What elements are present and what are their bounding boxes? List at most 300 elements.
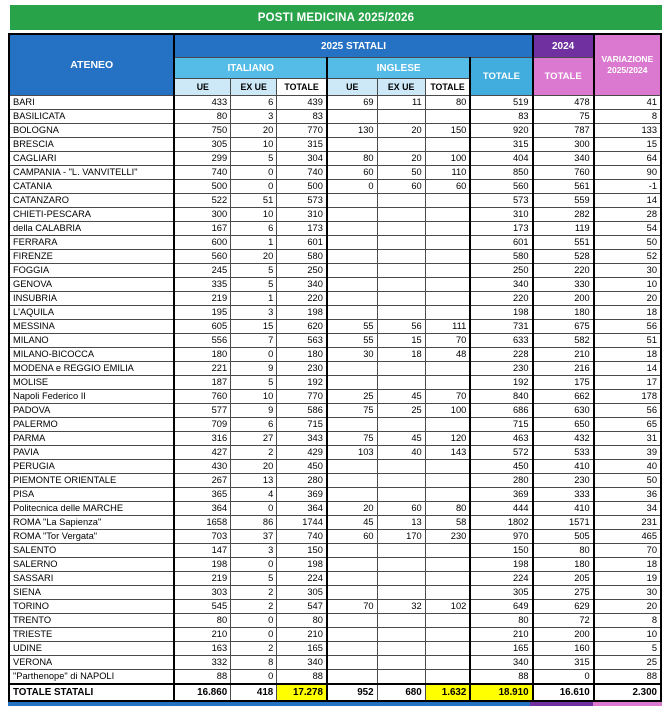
value-cell <box>327 488 377 502</box>
value-cell <box>327 628 377 642</box>
value-cell <box>327 614 377 628</box>
value-cell: 27 <box>231 432 277 446</box>
table-row <box>9 516 661 530</box>
value-cell: 601 <box>470 236 532 250</box>
ateneo-cell: PIEMONTE ORIENTALE <box>9 474 174 488</box>
value-cell: 3 <box>231 544 277 558</box>
value-cell: 1571 <box>533 516 594 530</box>
value-cell <box>327 544 377 558</box>
value-cell <box>377 376 425 390</box>
value-cell: 56 <box>594 404 661 418</box>
ateneo-cell: MILANO <box>9 334 174 348</box>
value-cell: 163 <box>174 642 230 656</box>
value-cell <box>425 628 470 642</box>
value-cell: 343 <box>277 432 327 446</box>
value-cell: 0 <box>231 614 277 628</box>
ateneo-cell: SIENA <box>9 586 174 600</box>
value-cell: 133 <box>594 124 661 138</box>
table-row <box>9 418 661 432</box>
value-cell: 52 <box>594 250 661 264</box>
value-cell: 662 <box>533 390 594 404</box>
value-cell: 40 <box>377 446 425 460</box>
value-cell: 195 <box>174 306 230 320</box>
value-cell <box>377 278 425 292</box>
value-cell <box>377 194 425 208</box>
ateneo-cell: CAMPANIA - "L. VANVITELLI" <box>9 166 174 180</box>
table-row <box>9 362 661 376</box>
value-cell: 102 <box>425 600 470 614</box>
value-cell: 216 <box>533 362 594 376</box>
value-cell: 709 <box>174 418 230 432</box>
ateneo-cell: CATANZARO <box>9 194 174 208</box>
value-cell: 143 <box>425 446 470 460</box>
posti-medicina-table <box>8 33 662 702</box>
value-cell: 9 <box>231 362 277 376</box>
ateneo-cell: BRESCIA <box>9 138 174 152</box>
value-cell: 80 <box>327 152 377 166</box>
value-cell: 427 <box>174 446 230 460</box>
value-cell: 250 <box>470 264 532 278</box>
value-cell: 505 <box>533 530 594 544</box>
value-cell: 111 <box>425 320 470 334</box>
value-cell <box>377 614 425 628</box>
value-cell: 731 <box>470 320 532 334</box>
value-cell: 54 <box>594 222 661 236</box>
value-cell: 369 <box>470 488 532 502</box>
value-cell: 335 <box>174 278 230 292</box>
value-cell: 50 <box>594 474 661 488</box>
table-row <box>9 152 661 166</box>
ateneo-cell: Napoli Federico II <box>9 390 174 404</box>
table-row <box>9 446 661 460</box>
ateneo-cell: ROMA "La Sapienza" <box>9 516 174 530</box>
value-cell: 310 <box>277 208 327 222</box>
value-cell: 120 <box>425 432 470 446</box>
value-cell: 231 <box>594 516 661 530</box>
value-cell: 230 <box>470 362 532 376</box>
ateneo-cell: PARMA <box>9 432 174 446</box>
table-header <box>9 34 661 96</box>
value-cell: 6 <box>231 96 277 110</box>
bottom-border-strip <box>8 702 662 706</box>
ateneo-cell: TORINO <box>9 600 174 614</box>
value-cell: 80 <box>425 96 470 110</box>
italiano-ue-header: UE <box>174 79 230 96</box>
value-cell: 224 <box>470 572 532 586</box>
value-cell: 205 <box>533 572 594 586</box>
total-value-cell: 680 <box>377 684 425 701</box>
total-value-cell: 418 <box>231 684 277 701</box>
value-cell <box>425 250 470 264</box>
value-cell: 230 <box>533 474 594 488</box>
value-cell <box>377 628 425 642</box>
value-cell: 165 <box>277 642 327 656</box>
value-cell: 88 <box>594 670 661 685</box>
value-cell: 86 <box>231 516 277 530</box>
value-cell <box>327 110 377 124</box>
value-cell: 703 <box>174 530 230 544</box>
value-cell: 58 <box>425 516 470 530</box>
value-cell: 1658 <box>174 516 230 530</box>
value-cell: 300 <box>174 208 230 222</box>
ateneo-cell: L'AQUILA <box>9 306 174 320</box>
value-cell: 561 <box>533 180 594 194</box>
value-cell: 25 <box>327 390 377 404</box>
ateneo-cell: MODENA e REGGIO EMILIA <box>9 362 174 376</box>
variazione-header <box>594 34 661 96</box>
value-cell <box>377 362 425 376</box>
value-cell: 630 <box>533 404 594 418</box>
value-cell: 0 <box>231 558 277 572</box>
table-row <box>9 628 661 642</box>
value-cell: 429 <box>277 446 327 460</box>
table-row <box>9 306 661 320</box>
value-cell: 40 <box>594 460 661 474</box>
table-row <box>9 390 661 404</box>
value-cell: 56 <box>594 320 661 334</box>
value-cell <box>327 376 377 390</box>
table-row <box>9 348 661 362</box>
value-cell: 32 <box>377 600 425 614</box>
value-cell: 770 <box>277 124 327 138</box>
ateneo-cell: TRENTO <box>9 614 174 628</box>
value-cell: 560 <box>174 250 230 264</box>
value-cell: 1802 <box>470 516 532 530</box>
value-cell: 15 <box>594 138 661 152</box>
value-cell: 333 <box>533 488 594 502</box>
value-cell: 551 <box>533 236 594 250</box>
value-cell: 17 <box>594 376 661 390</box>
value-cell: 19 <box>594 572 661 586</box>
value-cell <box>425 138 470 152</box>
value-cell: 80 <box>277 614 327 628</box>
value-cell: 173 <box>470 222 532 236</box>
value-cell <box>425 110 470 124</box>
value-cell: 533 <box>533 446 594 460</box>
table-row <box>9 656 661 670</box>
table-row <box>9 208 661 222</box>
value-cell <box>425 292 470 306</box>
value-cell: 192 <box>470 376 532 390</box>
value-cell: 600 <box>174 236 230 250</box>
value-cell: 787 <box>533 124 594 138</box>
value-cell <box>327 656 377 670</box>
ateneo-cell: BASILICATA <box>9 110 174 124</box>
value-cell <box>377 586 425 600</box>
value-cell: 130 <box>327 124 377 138</box>
value-cell: 675 <box>533 320 594 334</box>
ateneo-cell: CAGLIARI <box>9 152 174 166</box>
ateneo-cell: INSUBRIA <box>9 292 174 306</box>
value-cell: 650 <box>533 418 594 432</box>
value-cell: 219 <box>174 572 230 586</box>
value-cell: 275 <box>533 586 594 600</box>
header-row-1 <box>9 34 661 58</box>
value-cell: 10 <box>231 390 277 404</box>
value-cell: 13 <box>377 516 425 530</box>
value-cell: 228 <box>470 348 532 362</box>
value-cell: 20 <box>327 502 377 516</box>
ateneo-cell: BARI <box>9 96 174 110</box>
table-row <box>9 558 661 572</box>
value-cell: 6 <box>231 222 277 236</box>
italiano-exue-header: EX UE <box>231 79 277 96</box>
value-cell: 245 <box>174 264 230 278</box>
value-cell: 280 <box>277 474 327 488</box>
value-cell: 198 <box>277 558 327 572</box>
value-cell: 840 <box>470 390 532 404</box>
value-cell: 18 <box>377 348 425 362</box>
ateneo-cell: VERONA <box>9 656 174 670</box>
value-cell: 0 <box>327 180 377 194</box>
ateneo-cell: UDINE <box>9 642 174 656</box>
inglese-header: INGLESE <box>327 58 470 79</box>
value-cell: 715 <box>277 418 327 432</box>
value-cell: 649 <box>470 600 532 614</box>
value-cell: 770 <box>277 390 327 404</box>
value-cell: 30 <box>327 348 377 362</box>
value-cell: 450 <box>277 460 327 474</box>
value-cell: 410 <box>533 502 594 516</box>
value-cell: 45 <box>377 432 425 446</box>
value-cell: 340 <box>277 278 327 292</box>
value-cell: 303 <box>174 586 230 600</box>
table-row <box>9 124 661 138</box>
value-cell: 2 <box>231 446 277 460</box>
value-cell: 450 <box>470 460 532 474</box>
value-cell: 5 <box>231 572 277 586</box>
value-cell: 60 <box>327 530 377 544</box>
value-cell: 88 <box>174 670 230 685</box>
table-row <box>9 236 661 250</box>
ateneo-cell: SALENTO <box>9 544 174 558</box>
table-row <box>9 488 661 502</box>
value-cell: 556 <box>174 334 230 348</box>
total-value-cell: 17.278 <box>277 684 327 701</box>
table-row <box>9 166 661 180</box>
value-cell: 577 <box>174 404 230 418</box>
value-cell: 970 <box>470 530 532 544</box>
value-cell: 250 <box>277 264 327 278</box>
value-cell: 80 <box>174 614 230 628</box>
value-cell <box>327 572 377 586</box>
value-cell <box>327 586 377 600</box>
value-cell: 404 <box>470 152 532 166</box>
value-cell <box>377 656 425 670</box>
value-cell: 580 <box>277 250 327 264</box>
value-cell: 573 <box>277 194 327 208</box>
value-cell: 5 <box>231 376 277 390</box>
value-cell: 160 <box>533 642 594 656</box>
ateneo-cell: MESSINA <box>9 320 174 334</box>
value-cell <box>425 208 470 222</box>
value-cell <box>327 250 377 264</box>
table-row <box>9 502 661 516</box>
table-row <box>9 530 661 544</box>
value-cell: 200 <box>533 628 594 642</box>
value-cell <box>377 292 425 306</box>
value-cell: 13 <box>231 474 277 488</box>
italiano-header: ITALIANO <box>174 58 326 79</box>
value-cell: 210 <box>277 628 327 642</box>
value-cell <box>425 656 470 670</box>
value-cell: 230 <box>277 362 327 376</box>
value-cell <box>327 558 377 572</box>
value-cell: 1744 <box>277 516 327 530</box>
value-cell: 34 <box>594 502 661 516</box>
value-cell: 586 <box>277 404 327 418</box>
value-cell: 8 <box>594 614 661 628</box>
value-cell <box>425 572 470 586</box>
value-cell: 9 <box>231 404 277 418</box>
value-cell <box>425 460 470 474</box>
table-row <box>9 670 661 685</box>
value-cell: 740 <box>174 166 230 180</box>
value-cell <box>327 208 377 222</box>
value-cell: 10 <box>594 628 661 642</box>
totale-2024-header: TOTALE <box>533 58 594 96</box>
value-cell <box>425 642 470 656</box>
value-cell: 315 <box>277 138 327 152</box>
value-cell <box>377 544 425 558</box>
value-cell: 633 <box>470 334 532 348</box>
value-cell: 103 <box>327 446 377 460</box>
value-cell <box>377 418 425 432</box>
value-cell: 37 <box>231 530 277 544</box>
value-cell: 210 <box>533 348 594 362</box>
value-cell: 192 <box>277 376 327 390</box>
value-cell: 15 <box>377 334 425 348</box>
value-cell: 305 <box>470 586 532 600</box>
table-row <box>9 180 661 194</box>
strip-pink-segment <box>593 702 662 706</box>
table-foot <box>9 684 661 701</box>
value-cell: 5 <box>594 642 661 656</box>
value-cell: 18 <box>594 306 661 320</box>
value-cell: 20 <box>231 250 277 264</box>
value-cell <box>327 306 377 320</box>
value-cell: 500 <box>174 180 230 194</box>
value-cell: 545 <box>174 600 230 614</box>
value-cell: 230 <box>425 530 470 544</box>
value-cell: 465 <box>594 530 661 544</box>
value-cell: 100 <box>425 404 470 418</box>
total-label-cell: TOTALE STATALI <box>9 684 174 701</box>
value-cell: 330 <box>533 278 594 292</box>
value-cell: 83 <box>277 110 327 124</box>
value-cell: 316 <box>174 432 230 446</box>
value-cell: 220 <box>277 292 327 306</box>
value-cell: 80 <box>174 110 230 124</box>
value-cell <box>425 474 470 488</box>
value-cell: 70 <box>425 390 470 404</box>
value-cell: 282 <box>533 208 594 222</box>
value-cell: 560 <box>470 180 532 194</box>
value-cell: 198 <box>174 558 230 572</box>
table-row <box>9 544 661 558</box>
total-value-cell: 1.632 <box>425 684 470 701</box>
value-cell: 3 <box>231 110 277 124</box>
table-row <box>9 250 661 264</box>
ateneo-cell: SALERNO <box>9 558 174 572</box>
table-row <box>9 474 661 488</box>
value-cell: 36 <box>594 488 661 502</box>
value-cell: 100 <box>425 152 470 166</box>
value-cell <box>377 460 425 474</box>
value-cell <box>377 488 425 502</box>
value-cell: 715 <box>470 418 532 432</box>
value-cell: 20 <box>594 292 661 306</box>
value-cell: 500 <box>277 180 327 194</box>
total-value-cell: 18.910 <box>470 684 532 701</box>
value-cell <box>327 642 377 656</box>
value-cell: 267 <box>174 474 230 488</box>
value-cell: 8 <box>231 656 277 670</box>
value-cell: 83 <box>470 110 532 124</box>
value-cell: 369 <box>277 488 327 502</box>
value-cell <box>327 418 377 432</box>
value-cell: 432 <box>533 432 594 446</box>
value-cell: 88 <box>277 670 327 685</box>
ateneo-cell: CATANIA <box>9 180 174 194</box>
ateneo-cell: CHIETI-PESCARA <box>9 208 174 222</box>
table-row <box>9 572 661 586</box>
value-cell <box>377 222 425 236</box>
value-cell: 310 <box>470 208 532 222</box>
value-cell: 0 <box>231 670 277 685</box>
table-row <box>9 376 661 390</box>
value-cell <box>425 488 470 502</box>
value-cell <box>327 460 377 474</box>
value-cell: 56 <box>377 320 425 334</box>
value-cell: 580 <box>470 250 532 264</box>
value-cell: 620 <box>277 320 327 334</box>
value-cell: 219 <box>174 292 230 306</box>
value-cell: 299 <box>174 152 230 166</box>
value-cell: 187 <box>174 376 230 390</box>
value-cell: 760 <box>174 390 230 404</box>
value-cell: 173 <box>277 222 327 236</box>
value-cell: 5 <box>231 152 277 166</box>
value-cell: 210 <box>470 628 532 642</box>
value-cell: 433 <box>174 96 230 110</box>
value-cell: 110 <box>425 166 470 180</box>
value-cell: 18 <box>594 348 661 362</box>
value-cell <box>425 558 470 572</box>
ateneo-cell: MILANO-BICOCCA <box>9 348 174 362</box>
ateneo-cell: PADOVA <box>9 404 174 418</box>
value-cell <box>327 362 377 376</box>
value-cell: 10 <box>231 138 277 152</box>
value-cell: 50 <box>377 166 425 180</box>
table-title: POSTI MEDICINA 2025/2026 <box>10 5 662 30</box>
value-cell: 3 <box>231 306 277 320</box>
table-row <box>9 586 661 600</box>
inglese-ue-header: UE <box>327 79 377 96</box>
table-row <box>9 642 661 656</box>
value-cell <box>425 362 470 376</box>
table-row <box>9 264 661 278</box>
value-cell: 220 <box>533 264 594 278</box>
value-cell: 220 <box>470 292 532 306</box>
value-cell: 365 <box>174 488 230 502</box>
value-cell: 30 <box>594 586 661 600</box>
statali-2025-header: 2025 STATALI <box>174 34 532 58</box>
ateneo-cell: PERUGIA <box>9 460 174 474</box>
value-cell: 45 <box>377 390 425 404</box>
value-cell: 25 <box>377 404 425 418</box>
value-cell: 0 <box>231 502 277 516</box>
